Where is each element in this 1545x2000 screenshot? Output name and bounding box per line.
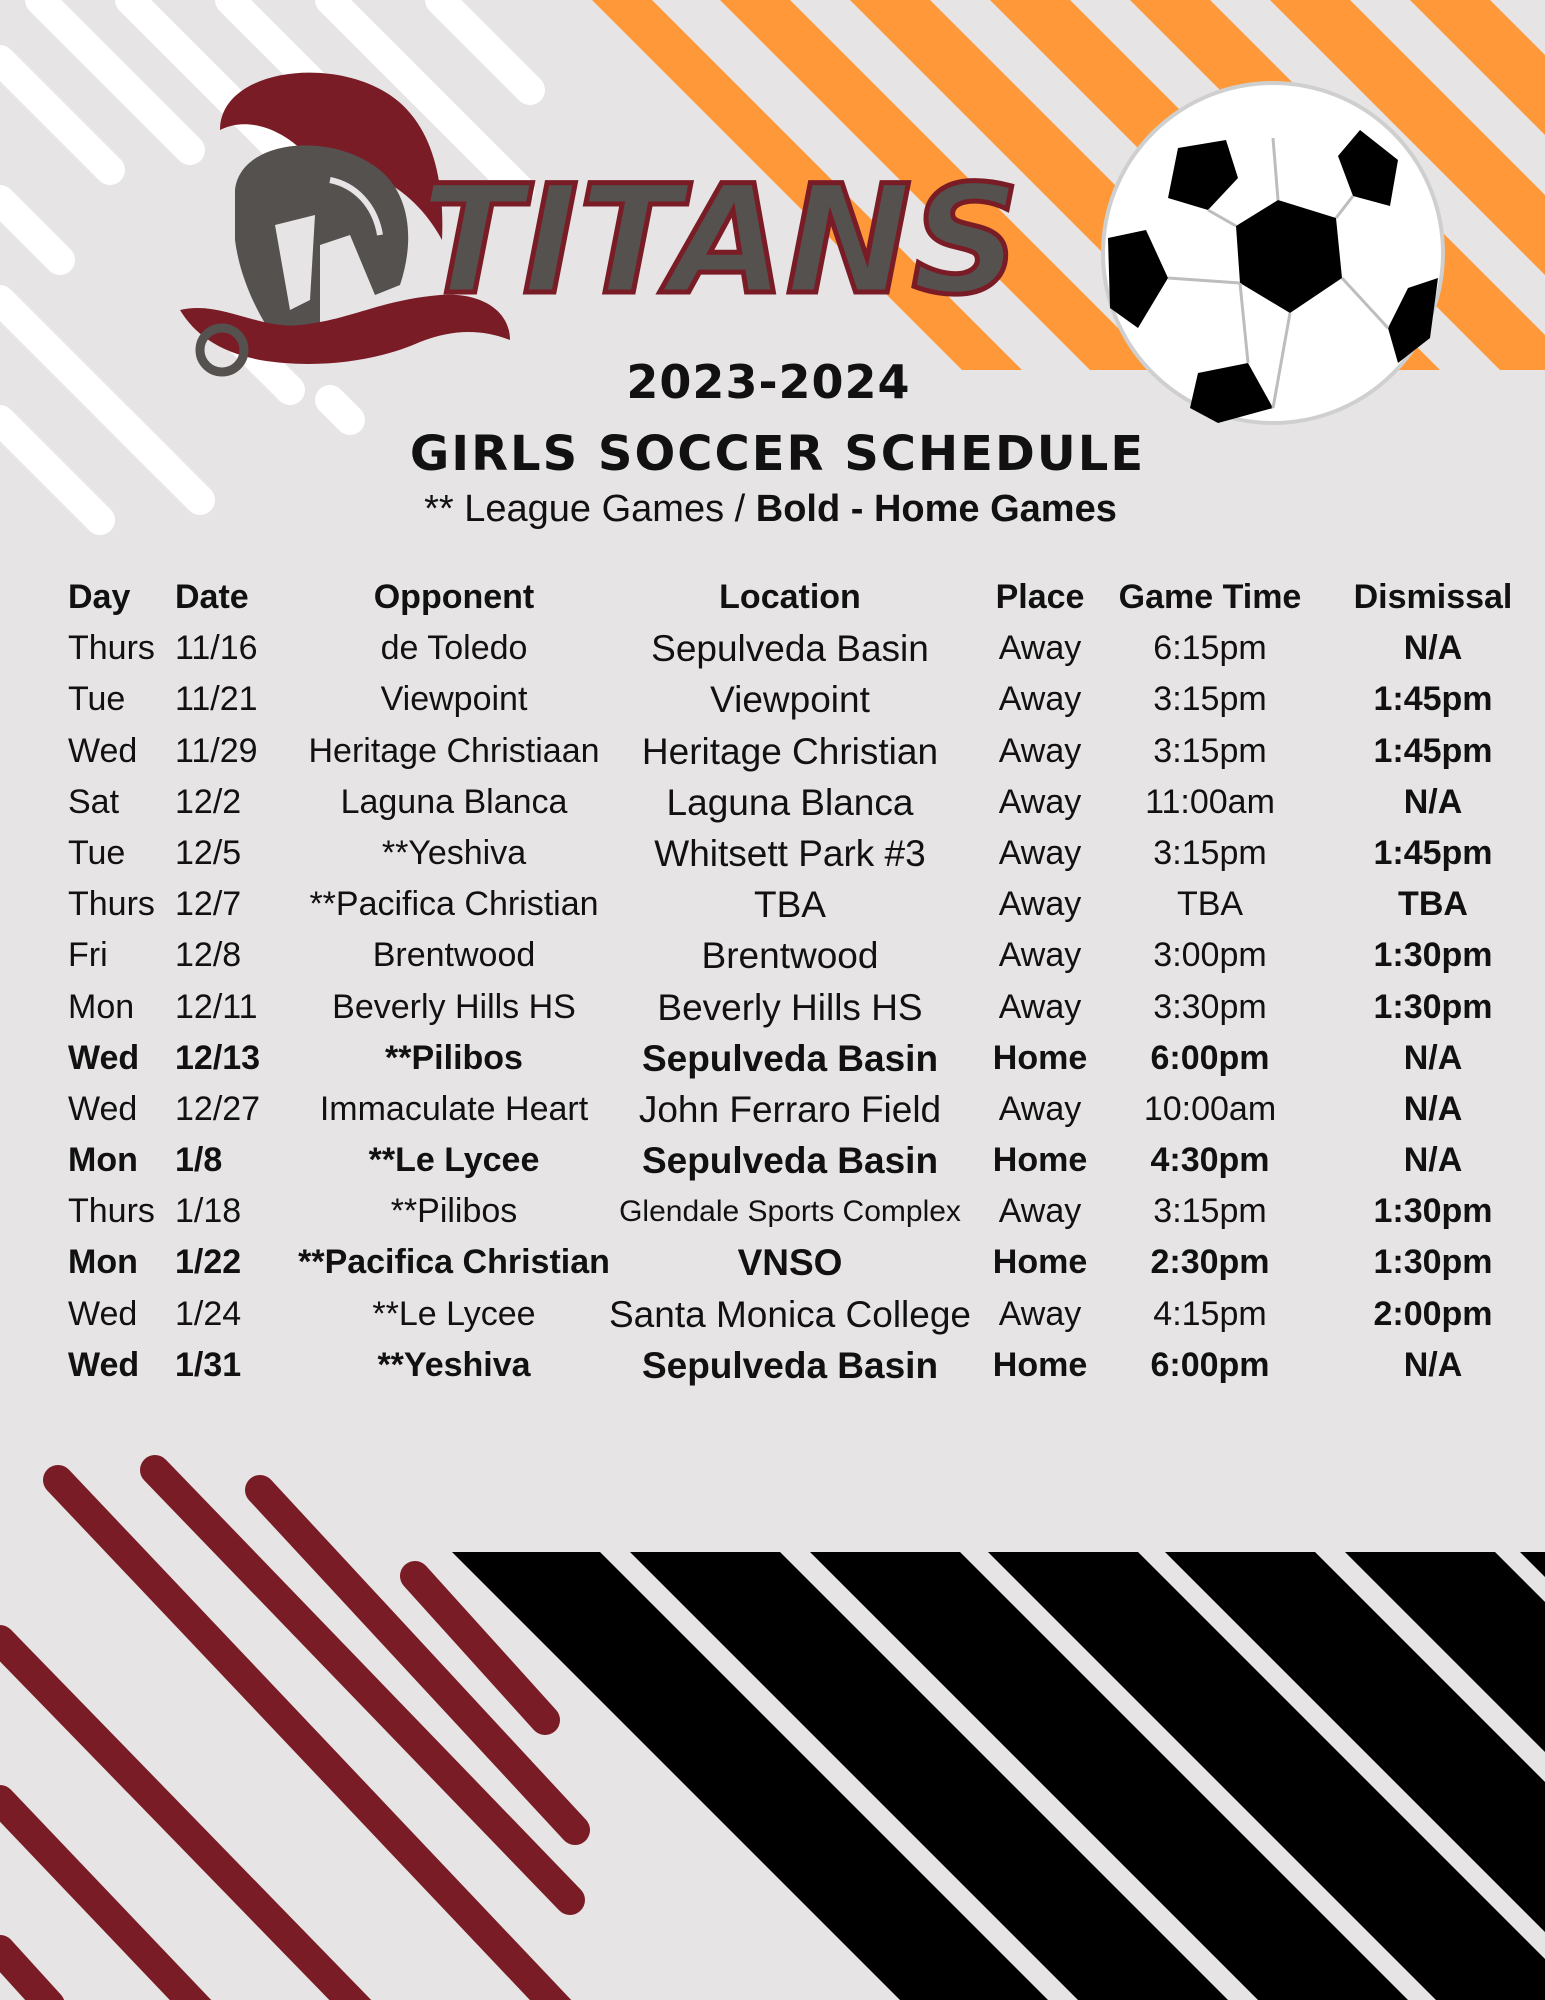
titans-wordmark [420,154,1020,328]
cell-place: Away [998,885,1082,924]
cell-date: 1/24 [175,1294,242,1333]
legend [0,488,1543,531]
svg-text:TITANS: TITANS [420,154,1020,328]
cell-dismissal: 1:30pm [1373,987,1493,1026]
cell-location: Sepulveda Basin [641,1344,939,1386]
cell-dismissal: 1:30pm [1373,1243,1493,1282]
cell-location: Sepulveda Basin [641,1140,939,1182]
cell-game-time: 6:00pm [1150,1038,1270,1077]
cell-place: Away [998,936,1082,975]
cell-day: Sat [68,782,120,821]
column-header-location: Location [719,578,861,616]
column-header-date: Date [175,578,249,616]
cell-place: Away [998,987,1082,1026]
cell-day: Mon [68,987,135,1026]
cell-day: Mon [68,1141,138,1180]
table-row [0,726,1545,777]
cell-date: 1/18 [175,1192,242,1231]
cell-game-time: 6:15pm [1153,629,1267,668]
cell-location: Beverly Hills HS [657,986,923,1028]
legend-home: Bold - Home Games [755,488,1117,530]
cell-game-time: 3:15pm [1153,731,1267,770]
table-row [0,674,1545,725]
cell-location: Sepulveda Basin [641,1037,939,1079]
cell-date: 12/11 [175,987,258,1026]
cell-game-time: 3:15pm [1153,680,1267,719]
cell-day: Thurs [68,1192,155,1231]
cell-game-time: 4:15pm [1153,1294,1267,1333]
maroon-stripes [0,1470,575,2000]
cell-dismissal: 1:45pm [1373,731,1493,770]
cell-location: Laguna Blanca [666,781,914,823]
column-header-dismissal: Dismissal [1353,578,1513,616]
table-row [0,1340,1545,1391]
cell-dismissal: 1:45pm [1373,680,1493,719]
cell-place: Home [992,1345,1088,1384]
cell-date: 1/22 [175,1243,242,1282]
cell-location: John Ferraro Field [638,1088,942,1130]
cell-game-time: 3:30pm [1153,987,1267,1026]
cell-game-time: 3:15pm [1153,1192,1267,1231]
cell-date: 12/8 [175,936,242,975]
black-stripes [452,1552,1545,2000]
table-row [0,1084,1545,1135]
cell-place: Away [998,1294,1082,1333]
cell-place: Away [998,833,1082,872]
cell-day: Tue [68,833,126,872]
cell-opponent: Immaculate Heart [319,1089,589,1128]
cell-game-time: TBA [1176,885,1244,924]
cell-dismissal: N/A [1403,629,1463,668]
table-row [0,879,1545,930]
cell-opponent: **Pacifica Christian [298,1243,610,1282]
cell-opponent: Brentwood [372,936,536,975]
cell-day: Thurs [68,629,155,668]
cell-place: Away [998,629,1082,668]
cell-date: 12/5 [175,833,242,872]
table-row [0,930,1545,981]
cell-opponent: Viewpoint [380,680,528,719]
cell-opponent: Beverly Hills HS [332,987,576,1026]
cell-opponent: **Yeshiva [381,833,527,872]
cell-place: Away [998,782,1082,821]
table-row [0,623,1545,674]
cell-place: Away [998,731,1082,770]
cell-dismissal: 1:30pm [1373,1192,1493,1231]
cell-day: Mon [68,1243,138,1282]
cell-opponent: **Le Lycee [372,1294,536,1333]
cell-place: Away [998,1089,1082,1128]
cell-date: 12/2 [175,782,242,821]
cell-place: Home [992,1038,1088,1077]
cell-date: 1/31 [175,1345,242,1384]
cell-location: Heritage Christian [641,730,939,772]
table-row [0,828,1545,879]
cell-dismissal: 2:00pm [1373,1294,1493,1333]
cell-game-time: 6:00pm [1150,1345,1270,1384]
cell-location: Brentwood [701,935,879,977]
cell-day: Wed [68,1089,138,1128]
cell-dismissal: TBA [1398,885,1468,924]
schedule-table [0,572,1545,1391]
cell-dismissal: 1:30pm [1373,936,1493,975]
cell-dismissal: N/A [1403,1038,1463,1077]
column-header-place: Place [995,578,1085,616]
table-row [0,1289,1545,1340]
cell-location: Whitsett Park #3 [654,832,926,874]
cell-game-time: 3:15pm [1153,833,1267,872]
cell-day: Fri [68,936,108,975]
cell-day: Tue [68,680,126,719]
cell-date: 11/21 [175,680,258,719]
cell-day: Wed [68,1294,138,1333]
table-row [0,1135,1545,1186]
cell-date: 12/7 [175,885,242,924]
cell-opponent: **Le Lycee [368,1141,540,1180]
cell-place: Home [992,1243,1088,1282]
table-row [0,1186,1545,1237]
cell-opponent: **Pacifica Christian [309,885,599,924]
cell-day: Wed [68,731,138,770]
cell-location: VNSO [737,1242,843,1284]
table-row [0,1237,1545,1288]
cell-date: 11/29 [175,731,258,770]
table-row [0,982,1545,1033]
cell-game-time: 3:00pm [1153,936,1267,975]
season-title: 2023-2024 [626,355,911,409]
cell-game-time: 2:30pm [1150,1243,1270,1282]
cell-opponent: Heritage Christiaan [308,731,600,770]
table-row [0,1033,1545,1084]
cell-game-time: 4:30pm [1150,1141,1270,1180]
cell-date: 12/13 [175,1038,261,1077]
cell-location: Santa Monica College [609,1293,971,1335]
cell-location: Sepulveda Basin [651,628,929,670]
page-title: GIRLS SOCCER SCHEDULE [409,426,1146,482]
cell-place: Away [998,680,1082,719]
cell-dismissal: 1:45pm [1373,833,1493,872]
cell-place: Away [998,1192,1082,1231]
cell-opponent: Laguna Blanca [340,782,568,821]
table-header [0,572,1545,623]
column-header-game-time: Game Time [1118,578,1302,616]
cell-date: 11/16 [175,629,258,668]
cell-opponent: **Pilibos [390,1192,518,1231]
cell-dismissal: N/A [1403,1089,1463,1128]
cell-game-time: 11:00am [1145,782,1275,821]
cell-date: 12/27 [175,1089,261,1128]
cell-opponent: **Pilibos [385,1038,523,1077]
cell-opponent: **Yeshiva [377,1345,531,1384]
cell-day: Wed [68,1345,140,1384]
cell-dismissal: N/A [1403,782,1463,821]
table-row [0,777,1545,828]
cell-location: Viewpoint [710,679,870,721]
cell-date: 1/8 [175,1141,223,1180]
cell-location: TBA [754,884,826,926]
cell-location: Glendale Sports Complex [619,1195,961,1229]
cell-day: Wed [68,1038,140,1077]
cell-game-time: 10:00am [1143,1089,1277,1128]
cell-day: Thurs [68,885,155,924]
column-header-day: Day [68,578,131,616]
cell-opponent: de Toledo [380,629,528,668]
column-header-opponent: Opponent [373,578,535,616]
legend-league: ** League Games / [424,488,756,530]
cell-place: Home [992,1141,1088,1180]
cell-dismissal: N/A [1403,1345,1463,1384]
cell-dismissal: N/A [1403,1141,1463,1180]
